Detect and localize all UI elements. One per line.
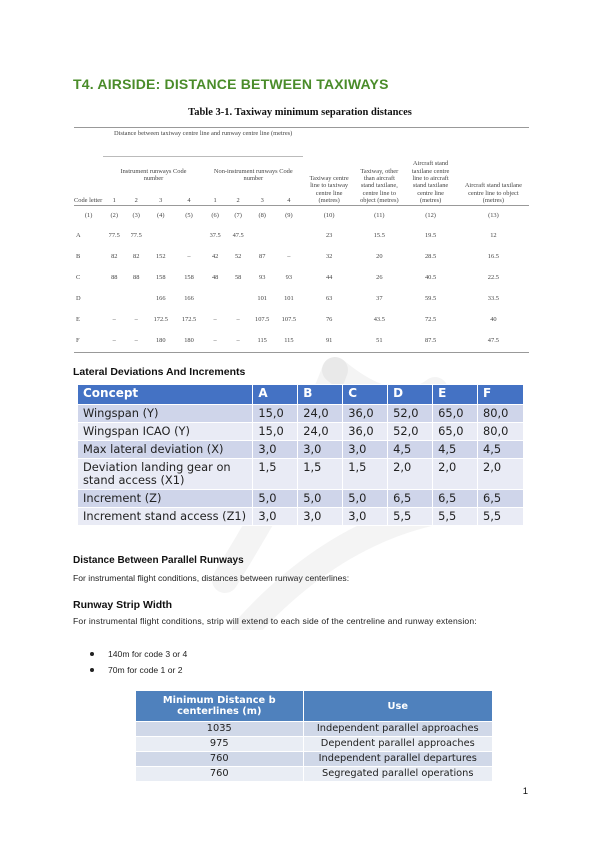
column-number: (1) bbox=[84, 211, 93, 219]
table-cell: 65,0 bbox=[433, 423, 478, 441]
table-cell: 59.5 bbox=[424, 295, 437, 303]
code-number: 2 bbox=[236, 197, 240, 205]
parallel-runways-heading: Distance Between Parallel Runways bbox=[73, 555, 244, 566]
table-cell: A bbox=[76, 232, 81, 240]
code-number: 4 bbox=[287, 197, 291, 205]
list-item-text: 140m for code 3 or 4 bbox=[108, 649, 188, 659]
table-cell: 52,0 bbox=[388, 423, 433, 441]
table-cell: 2,0 bbox=[388, 459, 433, 490]
parallel-runways-text: For instrumental flight conditions, distances between runway centerlines: bbox=[73, 573, 350, 583]
code-number: 2 bbox=[134, 197, 138, 205]
table-cell: Dependent parallel approaches bbox=[303, 737, 492, 752]
col12-heading: Aircraft stand taxilane centre line to aircraft stand taxilane centre line (metres) bbox=[411, 160, 450, 205]
table-cell bbox=[204, 289, 227, 310]
table-cell: – bbox=[213, 337, 217, 345]
column-number: (10) bbox=[323, 211, 335, 219]
col10-heading: Taxiway centre line to taxiway centre line (metres) bbox=[309, 175, 349, 205]
column-number: (4) bbox=[157, 211, 165, 219]
lateral-col-header: C bbox=[343, 385, 388, 405]
table-cell: 58 bbox=[234, 274, 242, 282]
table-cell: 3,0 bbox=[343, 508, 388, 526]
table-cell: 1,5 bbox=[253, 459, 298, 490]
table-cell: 52 bbox=[234, 253, 242, 261]
table-cell: 3,0 bbox=[253, 441, 298, 459]
taxiway-separation-rows bbox=[74, 226, 529, 352]
lateral-row bbox=[78, 490, 524, 508]
table-cell: F bbox=[76, 337, 80, 345]
table-cell bbox=[250, 226, 275, 247]
table-cell: 88 bbox=[133, 274, 140, 282]
table-cell: 4,5 bbox=[478, 441, 524, 459]
lateral-deviations-rows bbox=[78, 405, 524, 526]
table-cell: 4,5 bbox=[433, 441, 478, 459]
table-cell: E bbox=[76, 316, 80, 324]
lateral-row bbox=[78, 459, 524, 490]
table-cell: 36,0 bbox=[343, 405, 388, 423]
table-cell: 82 bbox=[111, 253, 118, 261]
taxiway-row bbox=[74, 247, 529, 268]
table-cell: 77.5 bbox=[108, 232, 120, 240]
table-cell: 6,5 bbox=[478, 490, 524, 508]
table-cell: 37.5 bbox=[209, 232, 221, 240]
table-cell: D bbox=[76, 295, 81, 303]
table-cell: 101 bbox=[257, 295, 267, 303]
lateral-col-header: B bbox=[298, 385, 343, 405]
table-cell: 47.5 bbox=[487, 337, 499, 345]
column-number: (2) bbox=[110, 211, 118, 219]
table-cell: 24,0 bbox=[298, 423, 343, 441]
strip-width-list bbox=[90, 646, 187, 678]
table-cell: 5,5 bbox=[478, 508, 524, 526]
table-cell: 15,0 bbox=[253, 423, 298, 441]
table-cell: Increment stand access (Z1) bbox=[78, 508, 253, 526]
table-cell: 88 bbox=[111, 274, 118, 282]
table-cell: Independent parallel departures bbox=[303, 752, 492, 767]
table-cell: Independent parallel approaches bbox=[303, 722, 492, 737]
table-cell: – bbox=[236, 316, 240, 324]
table-cell: Segregated parallel operations bbox=[303, 767, 492, 782]
table-cell: 107.5 bbox=[255, 316, 270, 324]
table-cell bbox=[275, 226, 303, 247]
code-number: 1 bbox=[213, 197, 217, 205]
runway-strip-heading: Runway Strip Width bbox=[73, 599, 173, 611]
runway-strip-text: For instrumental flight conditions, strip will extend to each side of the centreline and runway extension: bbox=[73, 616, 477, 626]
table-cell: 6,5 bbox=[433, 490, 478, 508]
table-cell: 37 bbox=[376, 295, 383, 303]
table-cell: 760 bbox=[136, 752, 304, 767]
table-cell: 20 bbox=[376, 253, 383, 261]
runway-col-header: Minimum Distance b centerlines (m) bbox=[136, 691, 304, 722]
lateral-row bbox=[78, 508, 524, 526]
table-cell: 152 bbox=[155, 253, 166, 261]
table-cell: 3,0 bbox=[343, 441, 388, 459]
table-cell: – bbox=[187, 253, 191, 261]
code-letter-heading: Code letter bbox=[74, 197, 103, 205]
table-cell: 36,0 bbox=[343, 423, 388, 441]
taxiway-row bbox=[74, 331, 529, 352]
table-cell: – bbox=[236, 337, 240, 345]
lateral-row bbox=[78, 423, 524, 441]
table-cell: 32 bbox=[325, 253, 333, 261]
code-number: 1 bbox=[112, 197, 116, 205]
table-cell: 172.5 bbox=[181, 316, 197, 324]
table-cell: 72.5 bbox=[424, 316, 437, 324]
table-cell: Max lateral deviation (X) bbox=[78, 441, 253, 459]
taxiway-row bbox=[74, 310, 529, 331]
table-cell: 172.5 bbox=[153, 316, 168, 324]
table-cell: 93 bbox=[285, 274, 293, 282]
table-cell: – bbox=[134, 316, 138, 324]
col13-heading: Aircraft stand taxilane centre line to object (metres) bbox=[464, 182, 522, 205]
lateral-row bbox=[78, 405, 524, 423]
taxiway-row bbox=[74, 268, 529, 289]
table-cell: 158 bbox=[184, 274, 194, 282]
table-cell: 5,0 bbox=[298, 490, 343, 508]
table-cell: 26 bbox=[376, 274, 383, 282]
table-cell: 28.5 bbox=[424, 253, 437, 261]
column-number: (6) bbox=[211, 211, 219, 219]
column-number: (11) bbox=[374, 211, 385, 219]
table-cell: 24,0 bbox=[298, 405, 343, 423]
runway-row bbox=[136, 752, 493, 767]
table-cell: 43.5 bbox=[373, 316, 385, 324]
column-number: (12) bbox=[425, 211, 436, 219]
table-cell: 180 bbox=[155, 337, 166, 345]
table-cell: 52,0 bbox=[388, 405, 433, 423]
runway-row bbox=[136, 767, 493, 782]
table-cell: 87 bbox=[259, 253, 266, 261]
table-cell: – bbox=[287, 253, 291, 261]
table-cell: 180 bbox=[184, 337, 194, 345]
table-cell: – bbox=[112, 316, 116, 324]
column-number: (13) bbox=[488, 211, 499, 219]
lateral-deviations-table bbox=[77, 384, 524, 526]
table-cell: 47.5 bbox=[232, 232, 244, 240]
table-cell: 5,0 bbox=[343, 490, 388, 508]
table-cell: 1,5 bbox=[343, 459, 388, 490]
table-cell: Wingspan ICAO (Y) bbox=[78, 423, 253, 441]
instrument-runways-heading: Instrument runways Code number bbox=[120, 167, 187, 183]
table-cell: 91 bbox=[325, 337, 333, 345]
table-cell: 5,0 bbox=[253, 490, 298, 508]
code-number: 3 bbox=[260, 197, 264, 205]
code-number: 4 bbox=[187, 197, 191, 205]
table-cell: 48 bbox=[211, 274, 219, 282]
table-cell: 87.5 bbox=[424, 337, 437, 345]
table-cell: 760 bbox=[136, 767, 304, 782]
table-cell: 975 bbox=[136, 737, 304, 752]
table-cell: 5,5 bbox=[388, 508, 433, 526]
table-cell: 158 bbox=[155, 274, 166, 282]
table-3-1-caption: Table 3-1. Taxiway minimum separation distances bbox=[188, 107, 412, 118]
table-cell: 15,0 bbox=[253, 405, 298, 423]
table-cell: 16.5 bbox=[487, 253, 499, 261]
column-number: (7) bbox=[234, 211, 242, 219]
table-cell: 33.5 bbox=[487, 295, 499, 303]
table-cell bbox=[125, 289, 147, 310]
lateral-col-header: E bbox=[433, 385, 478, 405]
table-cell: 1,5 bbox=[298, 459, 343, 490]
table-cell: 77.5 bbox=[130, 232, 142, 240]
taxiway-row bbox=[74, 226, 529, 247]
table-cell: 22.5 bbox=[487, 274, 499, 282]
table-cell: 93 bbox=[259, 274, 266, 282]
table-cell: 101 bbox=[284, 295, 294, 303]
lateral-row bbox=[78, 441, 524, 459]
table-cell: 82 bbox=[133, 253, 140, 261]
table-cell: B bbox=[76, 253, 81, 261]
table-cell: Deviation landing gear on stand access (X1) bbox=[78, 459, 253, 490]
code-number: 3 bbox=[159, 197, 163, 205]
table-cell bbox=[147, 226, 174, 247]
table-cell bbox=[227, 289, 250, 310]
table-cell: 44 bbox=[325, 274, 333, 282]
table-cell: C bbox=[76, 274, 81, 282]
table-cell bbox=[174, 226, 203, 247]
taxiway-row bbox=[74, 289, 529, 310]
table-cell: 3,0 bbox=[298, 441, 343, 459]
table-cell: 63 bbox=[325, 295, 333, 303]
table-cell: 115 bbox=[257, 337, 267, 345]
table-cell: 2,0 bbox=[433, 459, 478, 490]
table-cell: 23 bbox=[325, 232, 333, 240]
bullet-icon bbox=[90, 668, 94, 672]
table-cell: 6,5 bbox=[388, 490, 433, 508]
list-item bbox=[90, 646, 187, 662]
col11-heading: Taxiway, other than aircraft stand taxilane, centre line to object (metres) bbox=[360, 167, 399, 205]
bullet-icon bbox=[90, 652, 94, 656]
runway-distance-table bbox=[135, 690, 493, 782]
table-cell: 80,0 bbox=[478, 405, 524, 423]
lateral-deviations-heading: Lateral Deviations And Increments bbox=[73, 366, 246, 378]
runway-distance-rows bbox=[136, 722, 493, 782]
table-cell: 4,5 bbox=[388, 441, 433, 459]
table-cell: 2,0 bbox=[478, 459, 524, 490]
table-cell: – bbox=[134, 337, 138, 345]
table-cell: 40.5 bbox=[424, 274, 437, 282]
table-cell: 76 bbox=[325, 316, 333, 324]
table-cell: 107.5 bbox=[281, 316, 297, 324]
list-item bbox=[90, 662, 187, 678]
lateral-col-header: D bbox=[388, 385, 433, 405]
separation-group-heading: Distance between taxiway centre line and runway centre line (metres) bbox=[103, 128, 303, 157]
table-cell: – bbox=[112, 337, 116, 345]
runway-row bbox=[136, 737, 493, 752]
runway-col-header: Use bbox=[303, 691, 492, 722]
table-cell: 65,0 bbox=[433, 405, 478, 423]
table-cell: 5,5 bbox=[433, 508, 478, 526]
table-cell: 166 bbox=[155, 295, 166, 303]
table-cell: 19.5 bbox=[424, 232, 437, 240]
column-number: (8) bbox=[258, 211, 266, 219]
page-title: T4. AIRSIDE: DISTANCE BETWEEN TAXIWAYS bbox=[73, 76, 389, 92]
taxiway-separation-table bbox=[74, 127, 529, 353]
lateral-col-header: A bbox=[253, 385, 298, 405]
table-cell: Increment (Z) bbox=[78, 490, 253, 508]
table-cell: 1035 bbox=[136, 722, 304, 737]
table-cell: 3,0 bbox=[253, 508, 298, 526]
runway-row bbox=[136, 722, 493, 737]
table-cell: 166 bbox=[184, 295, 194, 303]
page-number: 1 bbox=[522, 786, 528, 797]
table-cell: 51 bbox=[376, 337, 383, 345]
table-cell bbox=[103, 289, 125, 310]
table-cell: 3,0 bbox=[298, 508, 343, 526]
lateral-col-header: Concept bbox=[78, 385, 253, 405]
table-cell: 40 bbox=[490, 316, 497, 324]
column-number: (3) bbox=[132, 211, 140, 219]
table-cell: 15.5 bbox=[373, 232, 385, 240]
lateral-col-header: F bbox=[478, 385, 524, 405]
table-cell: 115 bbox=[284, 337, 294, 345]
list-item-text: 70m for code 1 or 2 bbox=[108, 665, 183, 675]
column-number: (9) bbox=[285, 211, 293, 219]
table-cell: 80,0 bbox=[478, 423, 524, 441]
non-instrument-runways-heading: Non-instrument runways Code number bbox=[213, 167, 293, 183]
table-cell: Wingspan (Y) bbox=[78, 405, 253, 423]
column-number: (5) bbox=[185, 211, 193, 219]
table-cell: – bbox=[213, 316, 217, 324]
table-cell: 12 bbox=[490, 232, 497, 240]
table-cell: 42 bbox=[211, 253, 219, 261]
